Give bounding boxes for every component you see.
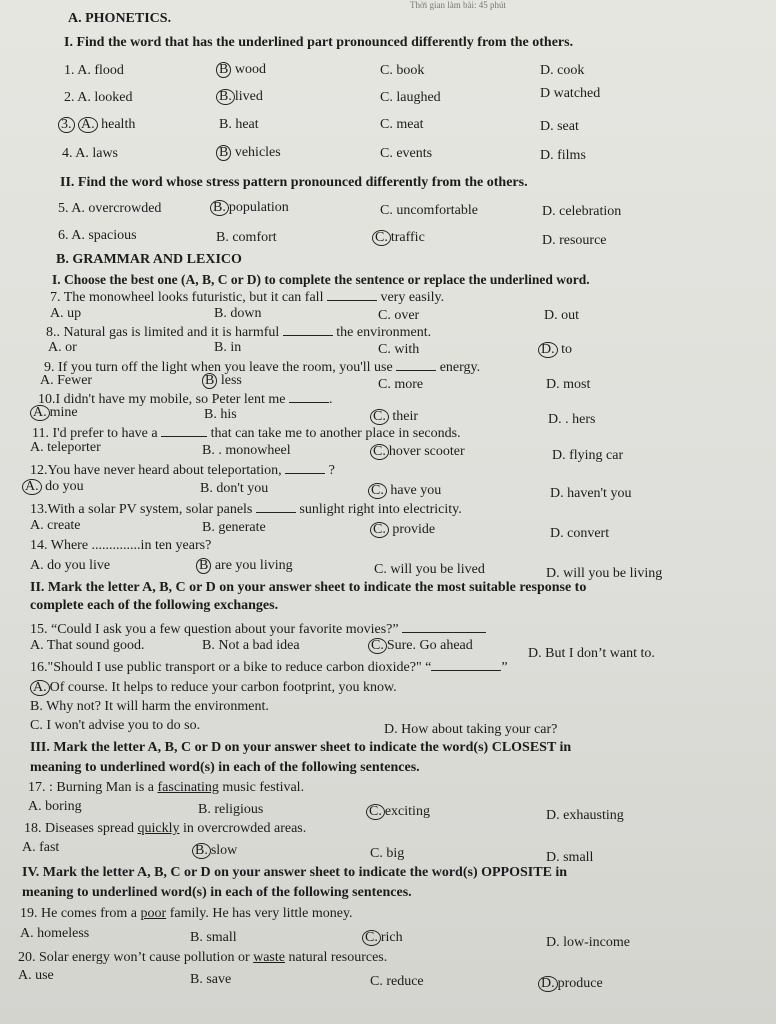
q19-option-b: B. small (190, 930, 237, 945)
q6-option-c (372, 230, 425, 246)
q19-option-a: A. homeless (20, 926, 90, 941)
q17-option-b: B. religious (198, 802, 264, 817)
q15-option-b: B. Not a bad idea (202, 638, 300, 653)
q14-option-d: D. will you be living (546, 566, 663, 581)
q17-option-c (366, 804, 430, 820)
part-i-heading: I. Find the word that has the underlined part pronounced differently from the others. (64, 35, 574, 50)
q18-underlined-word: quickly (137, 821, 180, 836)
q19-option-c-text: rich (380, 930, 403, 945)
q20-stem (18, 950, 387, 966)
part-iii-heading: III. Mark the letter A, B, C or D on your answer sheet to indicate the word(s) CLOSEST in (30, 740, 572, 755)
q17-stem-text: 17. : Burning Man is a (28, 780, 154, 795)
q20-option-a: A. use (18, 968, 54, 983)
q19-stem (20, 906, 353, 922)
q16-stem (30, 658, 508, 676)
answer-blank (289, 390, 329, 403)
q13-option-b: B. generate (202, 520, 266, 535)
q11-option-a: A. teleporter (30, 440, 101, 455)
q10-option-a (30, 405, 78, 421)
answer-circle: A. (30, 680, 50, 696)
answer-blank (285, 461, 325, 474)
q16-quote-open: “ (425, 660, 432, 675)
q3-option-c: C. meat (380, 117, 424, 132)
answer-circle: C. (368, 638, 387, 654)
q18-option-c: C. big (370, 846, 405, 861)
q11-option-d: D. flying car (552, 448, 624, 463)
answer-circle: B (216, 145, 231, 161)
q10-stem-text: 10.I didn't have my mobile, so Peter lent me (38, 392, 286, 407)
q12-stem (30, 461, 335, 479)
q4-option-b-text: vehicles (234, 145, 281, 160)
q7-stem-text: 7. The monowheel looks futuristic, but it can fall (50, 290, 324, 305)
q16-stem-text: 16."Should I use public transport or a bike to reduce carbon dioxide?" (30, 660, 422, 675)
q17-option-d: D. exhausting (546, 808, 624, 823)
q13-stem-text: 13.With a solar PV system, solar panels (30, 502, 253, 517)
q14-option-b-text: are you living (214, 558, 293, 573)
answer-circle: C. (372, 230, 391, 246)
q1-option-c: C. book (380, 63, 425, 78)
q7-stem (50, 288, 444, 306)
q2-option-a: 2. A. looked (64, 90, 133, 105)
q20-stem-text-2: natural resources. (288, 950, 388, 965)
q19-stem-text-2: family. He has very little money. (169, 906, 353, 921)
q20-underlined-word: waste (253, 950, 285, 965)
answer-circle: B. (210, 200, 229, 216)
q15-option-c-text: Sure. Go ahead (386, 638, 473, 653)
q15-option-a: A. That sound good. (30, 638, 145, 653)
q6-option-d: D. resource (542, 233, 607, 248)
q19-underlined-word: poor (140, 906, 167, 921)
q16-option-d: D. How about taking your car? (384, 722, 558, 737)
q12-option-b: B. don't you (200, 481, 269, 496)
q10-stem (38, 390, 332, 408)
q4-option-c: C. events (380, 146, 433, 161)
q7-option-d: D. out (544, 308, 579, 323)
q9-stem-text-2: energy. (439, 360, 481, 375)
q12-option-d: D. haven't you (550, 486, 632, 501)
q18-option-d: D. small (546, 850, 594, 865)
q7-option-b: B. down (214, 306, 262, 321)
q12-option-c (368, 483, 441, 499)
q14-option-c: C. will you be lived (374, 562, 485, 577)
q19-option-d: D. low-income (546, 935, 630, 950)
q18-stem-text-2: in overcrowded areas. (183, 821, 307, 836)
q7-stem-text-2: very easily. (380, 290, 445, 305)
q16-option-a (30, 680, 397, 696)
answer-circle: D. (538, 342, 558, 358)
q10-stem-text-2: . (328, 392, 333, 407)
q8-option-c: C. with (378, 342, 420, 357)
q9-option-b (202, 373, 242, 389)
q20-option-d (538, 976, 603, 992)
q8-stem-text-2: the environment. (336, 325, 432, 340)
answer-circle: A. (78, 117, 98, 133)
q16-quote-close: ” (501, 660, 508, 675)
q8-option-d-text: to (561, 342, 573, 357)
answer-circle: C. (370, 409, 389, 425)
section-a-title: A. PHONETICS. (68, 11, 172, 26)
q5-option-b-text: population (228, 200, 289, 215)
answer-circle: B. (216, 89, 235, 105)
part-ii-b-heading-2: complete each of the following exchanges. (30, 598, 279, 613)
answer-circle: B. (192, 843, 211, 859)
q6-option-b: B. comfort (216, 230, 277, 245)
q3-option-d: D. seat (540, 119, 579, 134)
q11-stem-text-2: that can take me to another place in seconds. (210, 426, 461, 441)
q15-option-d: D. But I don’t want to. (528, 646, 655, 661)
answer-circle: C. (370, 522, 389, 538)
q2-option-c: C. laughed (380, 90, 441, 105)
q10-option-d: D. . hers (548, 412, 596, 427)
q8-option-b: B. in (214, 340, 242, 355)
q9-option-a: A. Fewer (40, 373, 93, 388)
q12-stem-text-2: ? (328, 463, 335, 478)
section-b-title: B. GRAMMAR AND LEXICO (56, 252, 242, 267)
answer-blank (431, 658, 501, 671)
answer-circle: A. (22, 479, 42, 495)
q12-stem-text: 12.You have never heard about teleportation, (30, 463, 282, 478)
answer-circle: B (202, 373, 217, 389)
q20-option-b: B. save (190, 972, 232, 987)
q15-stem-text: 15. “Could I ask you a few question about your favorite movies?” (30, 622, 399, 637)
q13-option-c (370, 522, 435, 538)
q16-option-c: C. I won't advise you to do so. (30, 718, 201, 733)
q9-option-d: D. most (546, 377, 591, 392)
q15-option-c (368, 638, 473, 654)
q17-option-c-text: exciting (384, 804, 430, 819)
answer-blank (256, 500, 296, 513)
q20-option-d-text: produce (557, 976, 603, 991)
q20-option-c: C. reduce (370, 974, 424, 989)
q11-option-c (370, 444, 465, 460)
q3-option-a (58, 117, 135, 133)
q1-option-b-text: wood (234, 62, 266, 77)
q17-underlined-word: fascinating (157, 780, 219, 795)
q6-option-a: 6. A. spacious (58, 228, 137, 243)
q10-option-a-text: mine (49, 405, 78, 420)
q5-option-b (210, 200, 289, 216)
answer-blank (161, 424, 207, 437)
q13-stem-text-2: sunlight right into electricity. (299, 502, 462, 517)
q10-option-c-text: their (392, 409, 418, 424)
q2-option-d: D watched (540, 86, 601, 101)
q13-stem (30, 500, 462, 518)
q1-option-b (216, 62, 266, 78)
q9-stem-text: 9. If you turn off the light when you leave the room, you'll use (44, 360, 393, 375)
q16-option-a-text: Of course. It helps to reduce your carbon footprint, you know. (49, 680, 397, 695)
q14-option-a: A. do you live (30, 558, 111, 573)
q7-option-a: A. up (50, 306, 82, 321)
q13-option-c-text: provide (392, 522, 436, 537)
answer-blank (402, 620, 486, 633)
q1-option-d: D. cook (540, 63, 585, 78)
q2-option-b-text: lived (234, 89, 263, 104)
q11-option-b: B. . monowheel (202, 443, 291, 458)
q12-option-c-text: have you (390, 483, 442, 498)
q8-stem (46, 323, 431, 341)
answer-blank (396, 358, 436, 371)
answer-circle: B (196, 558, 211, 574)
q18-stem-text: 18. Diseases spread (24, 821, 135, 836)
q19-stem-text: 19. He comes from a (20, 906, 138, 921)
answer-circle: B (216, 62, 231, 78)
q11-option-c-text: hover scooter (388, 444, 465, 459)
answer-blank (327, 288, 377, 301)
part-iii-heading-2: meaning to underlined word(s) in each of the following sentences. (30, 760, 420, 775)
q4-option-d: D. films (540, 148, 586, 163)
q16-option-b: B. Why not? It will harm the environment. (30, 699, 269, 714)
q8-stem-text: 8.. Natural gas is limited and it is harmful (46, 325, 280, 340)
q9-stem (44, 358, 480, 376)
q3-option-b: B. heat (219, 117, 259, 132)
answer-circle: 3. (58, 117, 75, 133)
q8-option-d (538, 342, 572, 358)
q12-option-a-text: do you (45, 479, 84, 494)
part-ii-heading: II. Find the word whose stress pattern pronounced differently from the others. (60, 175, 528, 190)
q17-stem-text-2: music festival. (222, 780, 305, 795)
q4-option-a: 4. A. laws (62, 146, 118, 161)
q13-option-a: A. create (30, 518, 81, 533)
part-iv-heading-2: meaning to underlined word(s) in each of the following sentences. (22, 885, 412, 900)
q20-stem-text: 20. Solar energy won’t cause pollution or (18, 950, 250, 965)
q13-option-d: D. convert (550, 526, 610, 541)
q18-stem (24, 821, 306, 837)
q3-option-a-text: health (101, 117, 136, 132)
q10-option-c (370, 409, 418, 425)
q10-option-b: B. his (204, 407, 237, 422)
answer-blank (283, 323, 333, 336)
q12-option-a (22, 479, 84, 495)
answer-circle: A. (30, 405, 50, 421)
q17-option-a: A. boring (28, 799, 82, 814)
q17-stem (28, 780, 304, 796)
q15-stem (30, 620, 486, 638)
q14-stem: 14. Where ..............in ten years? (30, 538, 212, 553)
part-ii-b-heading: II. Mark the letter A, B, C or D on your answer sheet to indicate the most suitable response to (30, 580, 587, 595)
section-b-part-i-heading: I. Choose the best one (A, B, C or D) to complete the sentence or replace the underlined word. (52, 272, 590, 287)
answer-circle: D. (538, 976, 558, 992)
answer-circle: C. (366, 804, 385, 820)
q7-option-c: C. over (378, 308, 420, 323)
q1-option-a: 1. A. flood (64, 63, 124, 78)
q18-option-a: A. fast (22, 840, 60, 855)
q8-option-a: A. or (48, 340, 77, 355)
q5-option-a: 5. A. overcrowded (58, 201, 162, 216)
answer-circle: C. (362, 930, 381, 946)
answer-circle: C. (370, 444, 389, 460)
q9-option-b-text: less (220, 373, 242, 388)
q9-option-c: C. more (378, 377, 424, 392)
q11-stem-text: 11. I'd prefer to have a (32, 426, 158, 441)
q5-option-d: D. celebration (542, 204, 622, 219)
q18-option-b (192, 843, 237, 859)
answer-circle: C. (368, 483, 387, 499)
q18-option-b-text: slow (210, 843, 238, 858)
q19-option-c (362, 930, 403, 946)
q2-option-b (216, 89, 263, 105)
q5-option-c: C. uncomfortable (380, 203, 478, 218)
q6-option-c-text: traffic (390, 230, 425, 245)
part-iv-heading: IV. Mark the letter A, B, C or D on your answer sheet to indicate the word(s) OPPOSITE in (22, 865, 568, 880)
header-top-text: Thời gian làm bài: 45 phút (410, 0, 506, 10)
q14-option-b (196, 558, 293, 574)
q4-option-b (216, 145, 281, 161)
